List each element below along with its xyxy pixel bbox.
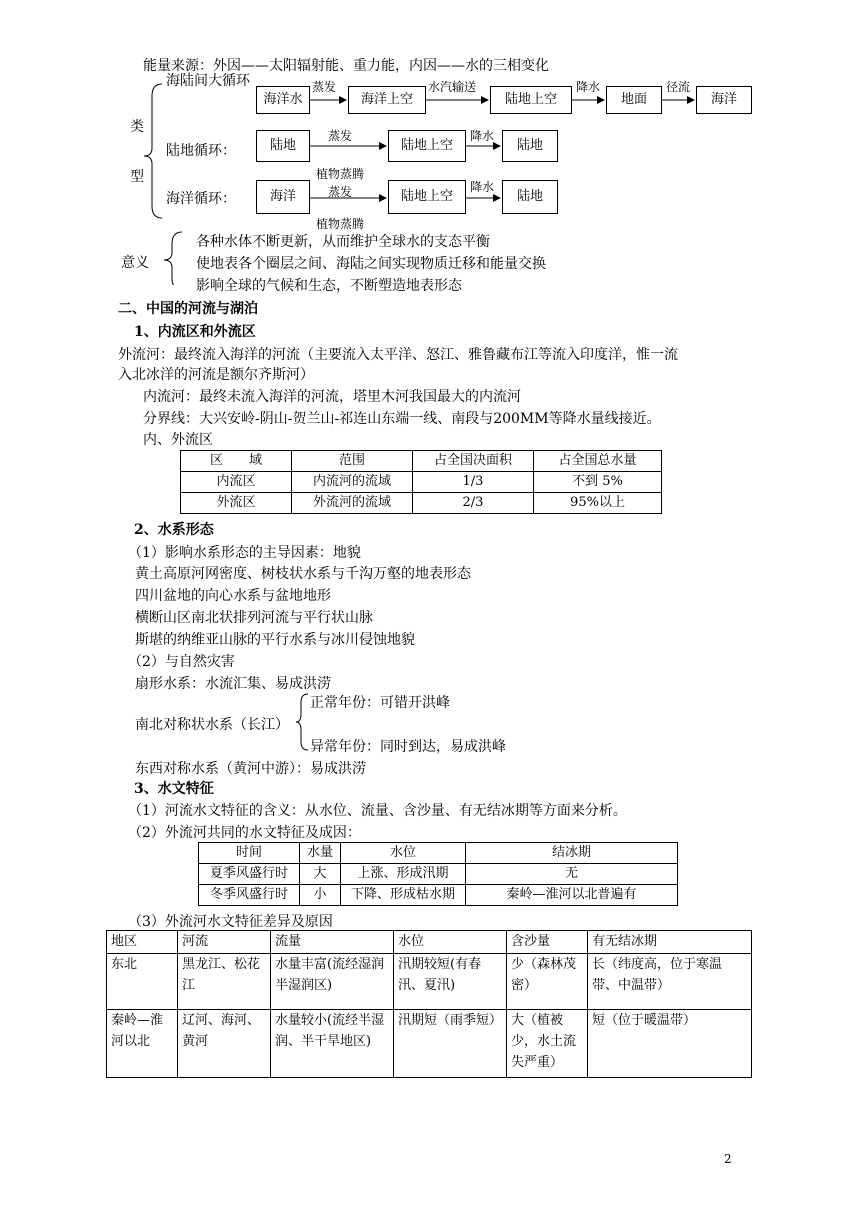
hydro-item-2: （2）外流河共同的水文特征及成因： <box>128 825 361 841</box>
diff-cell: 秦岭—淮河以北 <box>107 1010 178 1078</box>
common-cell: 大 <box>300 864 341 885</box>
table-row <box>181 493 662 514</box>
diff-hydro-table <box>106 930 752 1078</box>
big-box-ocean-water: 海洋水 <box>256 86 310 114</box>
sub2-title: 2、水系形态 <box>134 522 214 538</box>
diff-cell: 少（森林茂密） <box>507 954 588 1010</box>
ocean-box-land-air: 陆地上空 <box>388 180 466 214</box>
common-th-level: 水位 <box>341 843 466 864</box>
type-label-top: 类 <box>130 119 144 135</box>
big-arrow-label-vapor: 水汽输送 <box>428 80 477 94</box>
diff-cell: 汛期短（雨季短） <box>394 1010 507 1078</box>
land-cycle-label: 陆地循环： <box>166 143 236 159</box>
significance-item-1: 各种水体不断更新，从而维护全球水的支态平衡 <box>196 234 490 250</box>
hydro-item-3: （3）外流河水文特征差异及原因 <box>128 914 333 930</box>
common-cell: 无 <box>466 864 678 885</box>
table-row <box>199 864 678 885</box>
ns-abnormal-year: 异常年份：同时到达，易成洪峰 <box>310 739 506 755</box>
page-number: 2 <box>724 1152 732 1166</box>
disaster-title: （2）与自然灾害 <box>128 654 235 670</box>
diff-th-flow: 流量 <box>271 931 394 954</box>
big-box-ocean: 海洋 <box>696 86 752 114</box>
exorheic-line-1: 外流河：最终流入海洋的河流（主要流入太平洋、怒江、雅鲁藏布江等流入印度洋，惟一流 <box>118 347 678 363</box>
big-box-land-air: 陆地上空 <box>490 86 572 114</box>
ocean-below-label-transpiration: 植物蒸腾 <box>316 217 365 231</box>
hydro-item-1: （1）河流水文特征的含义：从水位、流量、含沙量、有无结冰期等方面来分析。 <box>128 803 627 819</box>
type-brace <box>144 84 162 218</box>
zone-th-area: 占全国决面积 <box>413 451 534 472</box>
diff-cell: 黑龙江、松花江 <box>178 954 271 1010</box>
ns-system-label: 南北对称状水系（长江） <box>135 717 289 733</box>
diff-th-region: 地区 <box>107 931 178 954</box>
diff-cell: 辽河、海河、黄河 <box>178 1010 271 1078</box>
big-box-ocean-air: 海洋上空 <box>348 86 426 114</box>
diff-cell: 水量较小(流经半湿润、半干旱地区) <box>271 1010 394 1078</box>
common-cell: 夏季风盛行时 <box>199 864 300 885</box>
ocean-arrow-label-evaporation: 蒸发 <box>328 185 353 199</box>
land-box-land: 陆地 <box>256 130 310 162</box>
land-box-land-air: 陆地上空 <box>388 130 466 162</box>
energy-source-line: 能量来源：外因——太阳辐射能、重力能，内因——水的三相变化 <box>143 58 549 74</box>
significance-brace <box>164 232 182 285</box>
ocean-cycle-label: 海洋循环： <box>166 191 236 207</box>
land-arrow-label-precip: 降水 <box>470 129 495 143</box>
big-box-ground: 地面 <box>606 86 662 114</box>
sub3-title: 3、水文特征 <box>134 781 214 797</box>
big-arrow-label-precip: 降水 <box>576 80 601 94</box>
ew-system-line: 东西对称水系（黄河中游）：易成洪涝 <box>135 761 366 777</box>
table-row <box>107 954 752 1010</box>
zone-cell: 1/3 <box>413 472 534 493</box>
diff-cell: 大（植被少，水土流失严重） <box>507 1010 588 1078</box>
diff-cell: 长（纬度高，位于寒温带、中温带） <box>588 954 752 1010</box>
land-arrow-label-evaporation: 蒸发 <box>328 129 353 143</box>
fan-system-line: 扇形水系：水流汇集、易成洪涝 <box>135 676 331 692</box>
common-th-time: 时间 <box>199 843 300 864</box>
exorheic-line-2: 入北冰洋的河流是额尔齐斯河） <box>118 367 314 383</box>
diff-cell: 东北 <box>107 954 178 1010</box>
significance-item-3: 影响全球的气候和生态，不断塑造地表形态 <box>196 278 462 294</box>
diff-th-ice: 有无结冰期 <box>588 931 752 954</box>
diff-th-river: 河流 <box>178 931 271 954</box>
zone-title: 内、外流区 <box>143 432 213 448</box>
diff-th-level: 水位 <box>394 931 507 954</box>
land-box-land-2: 陆地 <box>502 130 558 162</box>
section2-title: 二、中国的河流与湖泊 <box>118 301 258 317</box>
zone-table <box>180 450 662 514</box>
table-row <box>199 885 678 906</box>
common-th-ice: 结冰期 <box>466 843 678 864</box>
common-cell: 冬季风盛行时 <box>199 885 300 906</box>
zone-cell: 2/3 <box>413 493 534 514</box>
land-below-label-transpiration: 植物蒸腾 <box>316 167 365 181</box>
factor-item-2: 四川盆地的向心水系与盆地地形 <box>135 588 331 604</box>
diff-cell: 水量丰富(流经湿润半湿润区) <box>271 954 394 1010</box>
endorheic-line: 内流河：最终未流入海洋的河流，塔里木河我国最大的内流河 <box>143 389 521 405</box>
zone-cell: 外流区 <box>181 493 292 514</box>
diff-cell: 短（位于暖温带） <box>588 1010 752 1078</box>
zone-cell: 外流河的流域 <box>292 493 413 514</box>
factor-item-4: 斯堪的纳维亚山脉的平行水系与冰川侵蚀地貌 <box>135 632 415 648</box>
type-label-bottom: 型 <box>130 169 144 185</box>
zone-th-scope: 范围 <box>292 451 413 472</box>
significance-item-2: 使地表各个圈层之间、海陆之间实现物质迁移和能量交换 <box>196 256 546 272</box>
big-cycle-label: 海陆间大循环 <box>166 73 250 89</box>
table-row <box>107 1010 752 1078</box>
boundary-line: 分界线：大兴安岭-阴山-贺兰山-祁连山东端一线、南段与200MM等降水量线接近。 <box>143 411 661 427</box>
zone-cell: 95%以上 <box>534 493 662 514</box>
ocean-box-land: 陆地 <box>502 180 558 214</box>
common-th-volume: 水量 <box>300 843 341 864</box>
big-arrow-label-runoff: 径流 <box>666 80 691 94</box>
factor-item-3: 横断山区南北状排列河流与平行状山脉 <box>135 610 373 626</box>
table-row <box>181 472 662 493</box>
factor-title: （1）影响水系形态的主导因素：地貌 <box>128 545 361 561</box>
zone-cell: 不到 5% <box>534 472 662 493</box>
common-cell: 下降、形成枯水期 <box>341 885 466 906</box>
ocean-arrow-label-precip: 降水 <box>470 180 495 194</box>
zone-th-water: 占全国总水量 <box>534 451 662 472</box>
zone-cell: 内流区 <box>181 472 292 493</box>
zone-cell: 内流河的流域 <box>292 472 413 493</box>
zone-th-region: 区 域 <box>181 451 292 472</box>
common-hydro-table <box>198 842 678 906</box>
common-cell: 小 <box>300 885 341 906</box>
diff-cell: 汛期较短(有春汛、夏汛) <box>394 954 507 1010</box>
common-cell: 秦岭—淮河以北普遍有 <box>466 885 678 906</box>
diff-th-sediment: 含沙量 <box>507 931 588 954</box>
significance-label: 意义 <box>121 255 149 271</box>
big-arrow-label-evaporation: 蒸发 <box>312 80 337 94</box>
ocean-box-ocean: 海洋 <box>256 180 310 214</box>
common-cell: 上涨、形成汛期 <box>341 864 466 885</box>
factor-item-1: 黄土高原河网密度、树枝状水系与千沟万壑的地表形态 <box>135 566 471 582</box>
ns-normal-year: 正常年份：可错开洪峰 <box>310 695 450 711</box>
sub1-title: 1、内流区和外流区 <box>134 324 256 340</box>
